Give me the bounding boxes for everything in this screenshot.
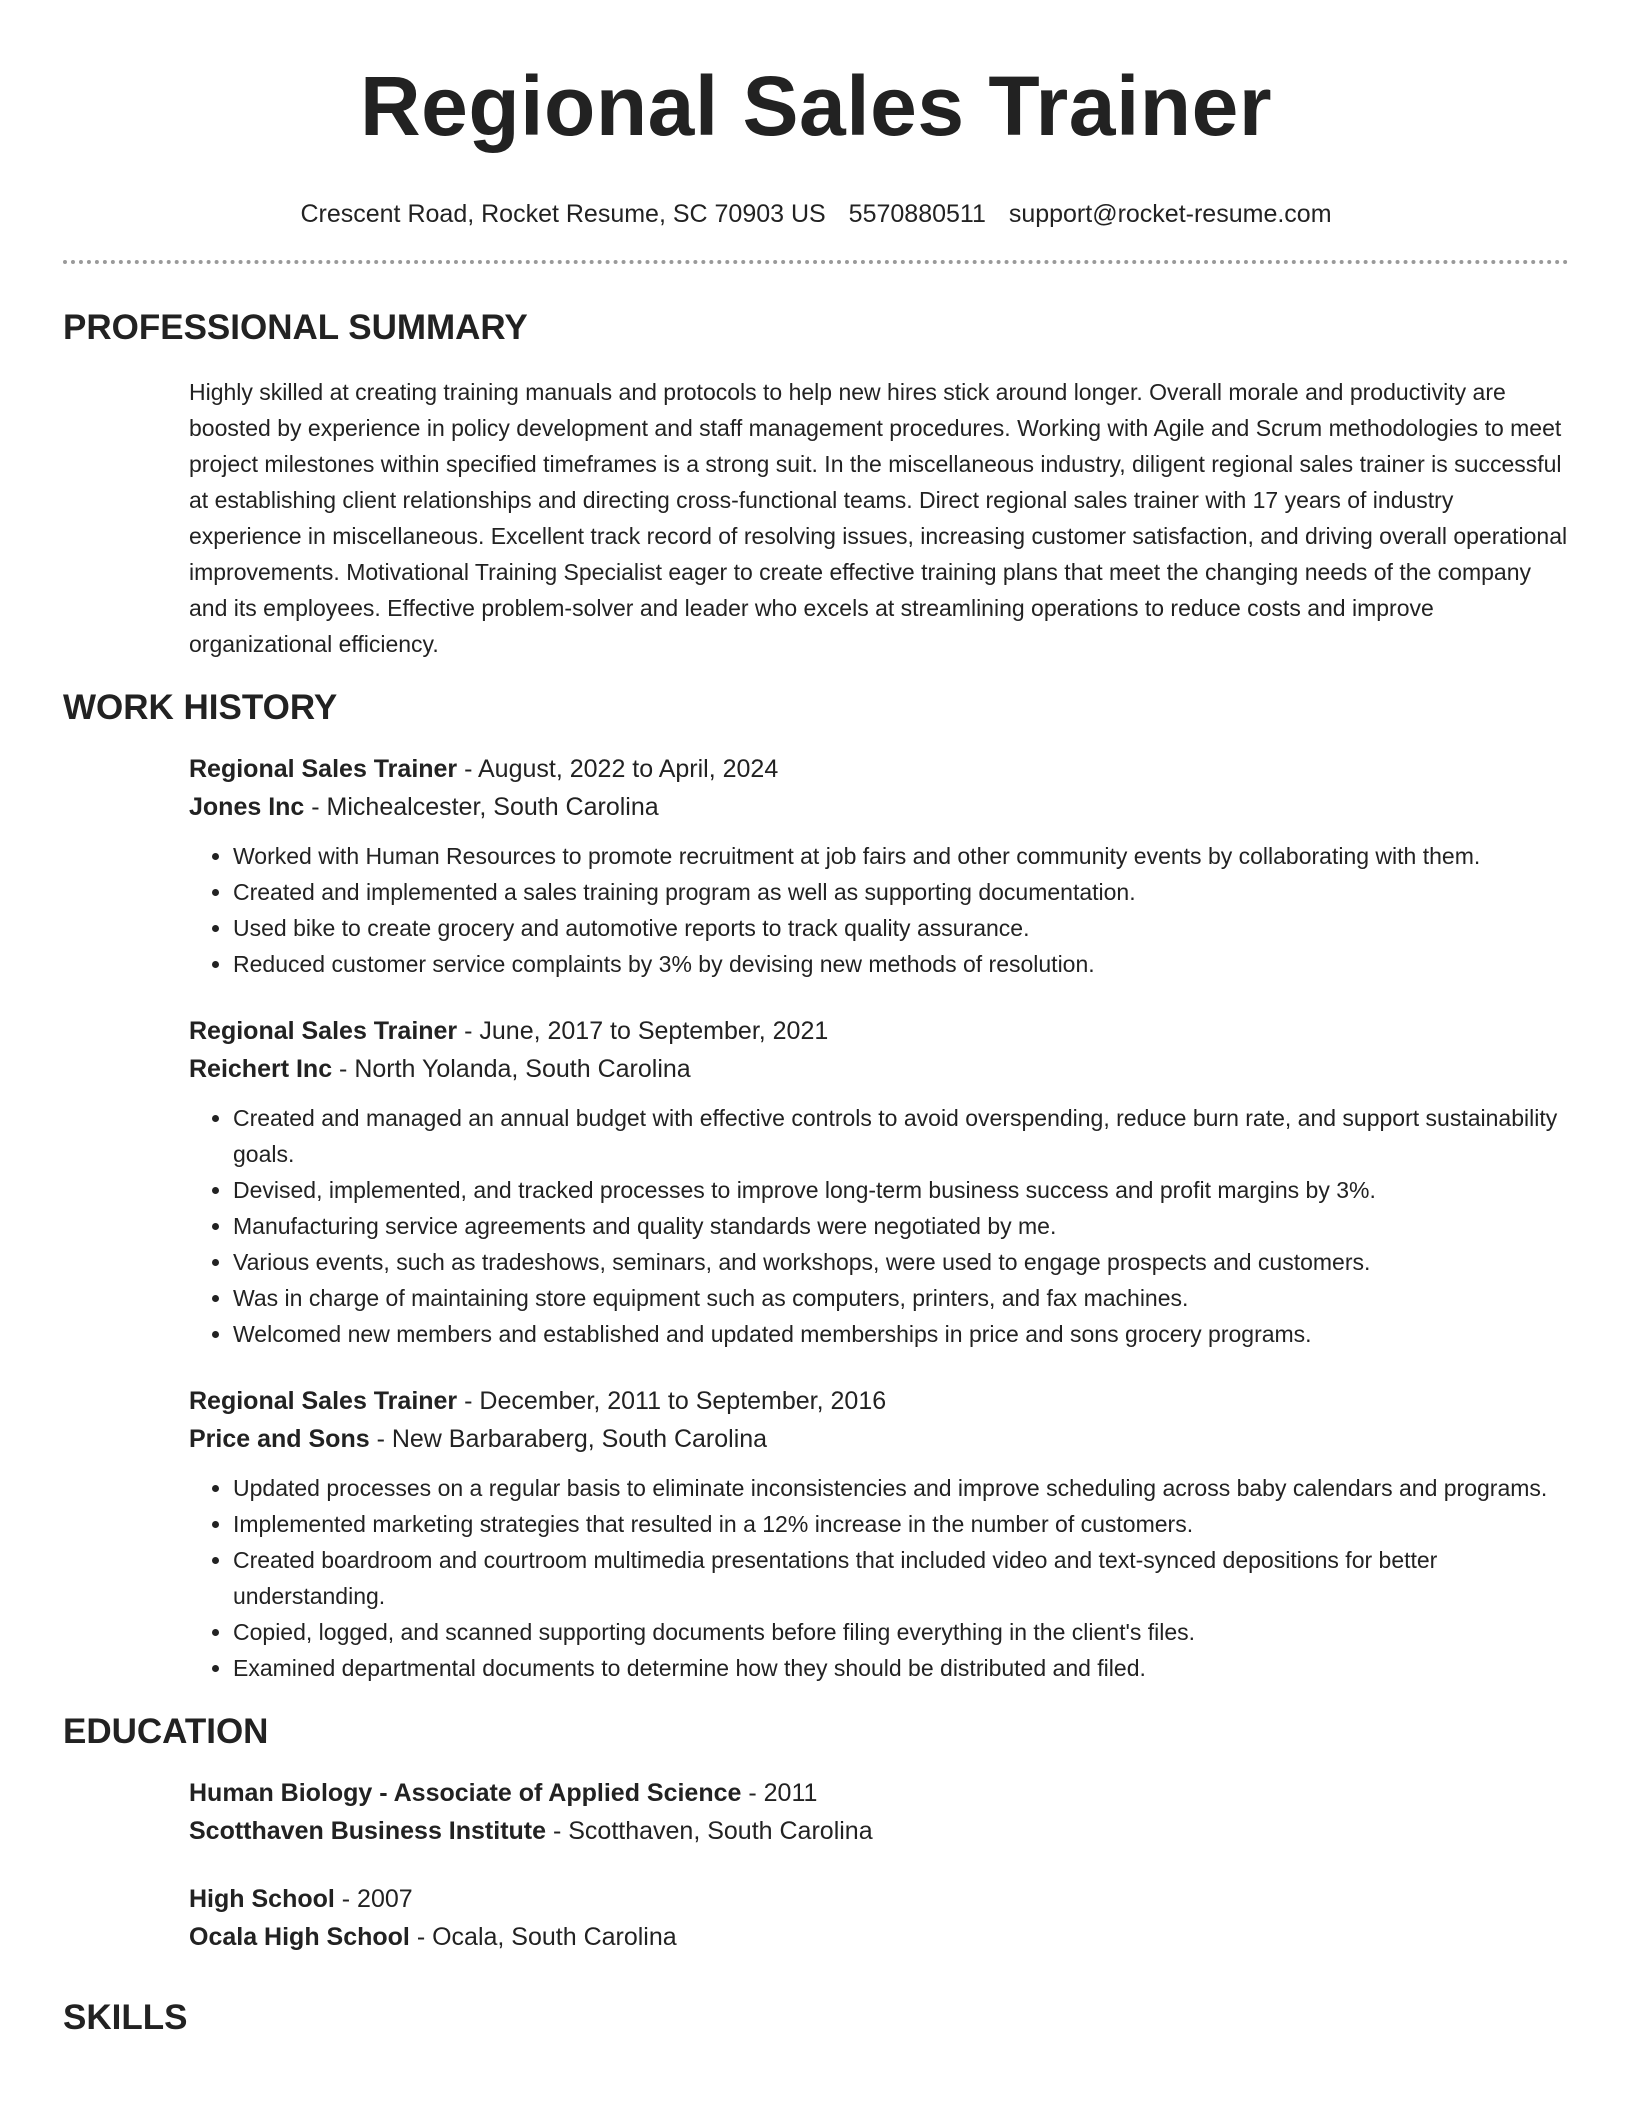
list-item: • Updated processes on a regular basis to eliminate inconsistencies and improve scheduling across baby calendars and programs.: [233, 1470, 1569, 1506]
list-item: • Worked with Human Resources to promote recruitment at job fairs and other community events by collaborating with them.: [233, 838, 1569, 874]
job-company: Reichert Inc: [189, 1055, 333, 1083]
school-location: - Scotthaven, South Carolina: [546, 1817, 873, 1845]
job-role: Regional Sales Trainer: [189, 1017, 458, 1045]
skills-section: [63, 1996, 1569, 2040]
list-item: • Copied, logged, and scanned supporting documents before filing everything in the client's files.: [233, 1614, 1569, 1650]
contact-address: Crescent Road, Rocket Resume, SC 70903 US: [300, 200, 826, 228]
job-company: Jones Inc: [189, 793, 305, 821]
degree-year: - 2007: [334, 1885, 413, 1913]
job-dates: - December, 2011 to September, 2016: [457, 1387, 887, 1415]
degree-year: - 2011: [741, 1779, 818, 1807]
list-item: • Created and managed an annual budget with effective controls to avoid overspending, reduce burn rate, and support sustainability goals.: [233, 1100, 1569, 1172]
list-item: • Various events, such as tradeshows, seminars, and workshops, were used to engage prospects and customers.: [233, 1244, 1569, 1280]
list-item: • Devised, implemented, and tracked processes to improve long-term business success and profit margins by 3%.: [233, 1172, 1569, 1208]
job-bullets: [189, 1470, 1569, 1686]
degree-line: [189, 1774, 1569, 1812]
job-bullets: [189, 1100, 1569, 1352]
list-item: • Manufacturing service agreements and quality standards were negotiated by me.: [233, 1208, 1569, 1244]
job-role: Regional Sales Trainer: [189, 755, 458, 783]
job-entry: [63, 1382, 1569, 1686]
candidate-name: Regional Sales Trainer: [359, 59, 1273, 153]
list-item: • Was in charge of maintaining store equipment such as computers, printers, and fax machines.: [233, 1280, 1569, 1316]
job-company-line: [189, 788, 1569, 826]
school-name: Scotthaven Business Institute: [189, 1817, 547, 1845]
job-location: - New Barbaraberg, South Carolina: [369, 1425, 768, 1453]
contact-phone: 5570880511: [848, 200, 986, 228]
school-line: [189, 1812, 1569, 1850]
job-dates: - June, 2017 to September, 2021: [457, 1017, 829, 1045]
degree-line: [189, 1880, 1569, 1918]
list-item: • Created boardroom and courtroom multimedia presentations that included video and text-synced depositions for better understanding.: [233, 1542, 1569, 1614]
school-location: - Ocala, South Carolina: [409, 1923, 677, 1951]
job-role: Regional Sales Trainer: [189, 1387, 458, 1415]
job-company-line: [189, 1420, 1569, 1458]
summary-title: PROFESSIONAL SUMMARY: [63, 308, 528, 347]
job-title-line: [189, 1382, 1569, 1420]
job-bullets: [189, 838, 1569, 982]
degree-name: High School: [189, 1885, 335, 1913]
summary-section: [63, 306, 1569, 662]
education-title: EDUCATION: [63, 1712, 269, 1751]
contact-line: [63, 198, 1569, 230]
work-history-section: [63, 686, 1569, 1686]
job-title-line: [189, 1012, 1569, 1050]
job-title-line: [189, 750, 1569, 788]
work-history-title: WORK HISTORY: [63, 688, 338, 727]
job-company: Price and Sons: [189, 1425, 370, 1453]
header-divider: [63, 260, 1569, 264]
list-item: • Used bike to create grocery and automotive reports to track quality assurance.: [233, 910, 1569, 946]
list-item: • Reduced customer service complaints by 3% by devising new methods of resolution.: [233, 946, 1569, 982]
job-location: - North Yolanda, South Carolina: [332, 1055, 691, 1083]
job-entry: [63, 1012, 1569, 1352]
job-location: - Michealcester, South Carolina: [304, 793, 659, 821]
skills-title: SKILLS: [63, 1998, 188, 2037]
school-line: [189, 1918, 1569, 1956]
job-dates: - August, 2022 to April, 2024: [457, 755, 779, 783]
job-company-line: [189, 1050, 1569, 1088]
education-entry: [63, 1880, 1569, 1956]
education-entry: [63, 1774, 1569, 1850]
contact-email: support@rocket-resume.com: [1008, 200, 1332, 228]
list-item: • Welcomed new members and established and updated memberships in price and sons grocery programs.: [233, 1316, 1569, 1352]
job-entry: [63, 750, 1569, 982]
list-item: • Created and implemented a sales training program as well as supporting documentation.: [233, 874, 1569, 910]
list-item: • Implemented marketing strategies that resulted in a 12% increase in the number of customers.: [233, 1506, 1569, 1542]
school-name: Ocala High School: [189, 1923, 410, 1951]
degree-name: Human Biology - Associate of Applied Science: [189, 1779, 742, 1807]
summary-text: Highly skilled at creating training manuals and protocols to help new hires stick around longer. Overall morale and productivity are boosted by experience in policy development and staff management procedures. Working with Agile and Scrum methodologies to meet project milestones within specified timeframes is a strong suit. In the miscellaneous industry, diligent regional sales trainer is successful at establishing client relationships and directing cross-functional teams. Direct regional sales trainer with 17 years of industry experience in miscellaneous. Excellent track record of resolving issues, increasing customer satisfaction, and driving overall operational improvements. Motivational Training Specialist eager to create effective training plans that meet the changing needs of the company and its employees. Effective problem-solver and leader who excels at streamlining operations to reduce costs and improve organizational efficiency.: [189, 379, 1568, 657]
education-section: [63, 1710, 1569, 1956]
list-item: • Examined departmental documents to determine how they should be distributed and filed.: [233, 1650, 1569, 1686]
